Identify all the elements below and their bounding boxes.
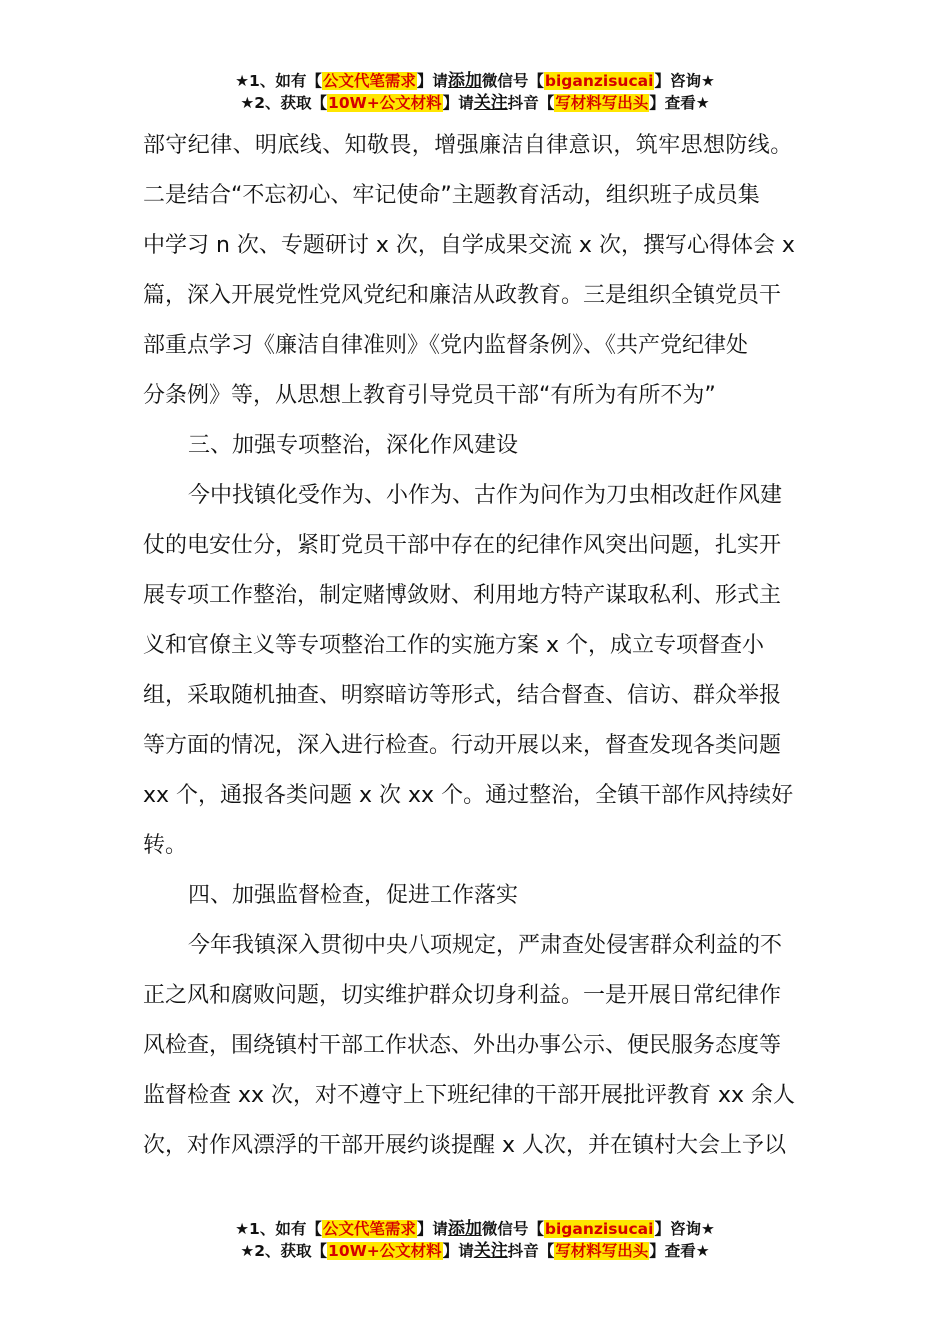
promo-text: ★1、如有【 xyxy=(235,72,322,90)
promo-line-2 xyxy=(0,1240,950,1262)
promo-text: 抖音【 xyxy=(507,94,555,112)
promo-text: 】查看★ xyxy=(649,1242,710,1260)
promo-wechat-id: biganzisucai xyxy=(544,1220,654,1238)
promo-line-1 xyxy=(0,1218,950,1240)
body-line: xx 个，通报各类问题 x 次 xx 个。通过整治，全镇干部作风持续好 xyxy=(143,783,794,808)
promo-text: ★1、如有【 xyxy=(235,1220,322,1238)
body-line: 组，采取随机抽查、明察暗访等形式，结合督查、信访、群众举报 xyxy=(143,683,782,708)
body-line: 部守纪律、明底线、知敬畏，增强廉洁自律意识，筑牢思想防线。 xyxy=(143,133,793,158)
promo-text: 】请 xyxy=(442,1242,474,1260)
body-line: 二是结合“不忘初心、牢记使命”主题教育活动，组织班子成员集 xyxy=(143,183,760,208)
body-line: 次，对作风漂浮的干部开展约谈提醒 x 人次，并在镇村大会上予以 xyxy=(143,1133,787,1158)
body-line: 展专项工作整治，制定赌博敛财、利用地方特产谋取私利、形式主 xyxy=(143,583,782,608)
promo-text: ★2、获取【 xyxy=(240,1242,328,1260)
body-line: 今中找镇化受作为、小作为、古作为问作为刀虫相改赶作风建 xyxy=(188,483,783,508)
promo-text: 抖音【 xyxy=(507,1242,555,1260)
section-heading: 三、加强专项整治，深化作风建设 xyxy=(188,433,519,458)
promo-line-2 xyxy=(0,92,950,114)
body-line: 篇，深入开展党性党风党纪和廉洁从政教育。三是组织全镇党员干 xyxy=(143,283,782,308)
promo-text: 】咨询★ xyxy=(654,1220,715,1238)
promo-text: 微信号【 xyxy=(481,1220,544,1238)
body-line: 分条例》等，从思想上教育引导党员干部“有所为有所不为” xyxy=(143,383,716,408)
body-line: 监督检查 xx 次，对不遵守上下班纪律的干部开展批评教育 xx 余人 xyxy=(143,1083,796,1108)
promo-wechat-id: biganzisucai xyxy=(544,72,654,90)
promo-emphasis: 添加 xyxy=(447,71,482,91)
promo-emphasis: 关注 xyxy=(473,1241,508,1261)
promo-douyin-id: 写材料写出头 xyxy=(555,1242,649,1260)
promo-text: 微信号【 xyxy=(481,72,544,90)
promo-highlight: 公文代笔需求 xyxy=(322,72,416,90)
promo-douyin-id: 写材料写出头 xyxy=(555,94,649,112)
promo-highlight: 10W+公文材料 xyxy=(328,1242,442,1260)
body-line: 转。 xyxy=(143,833,188,858)
top-promo-banner xyxy=(0,70,950,114)
promo-text: ★2、获取【 xyxy=(240,94,328,112)
promo-emphasis: 添加 xyxy=(447,1219,482,1239)
promo-line-1 xyxy=(0,70,950,92)
promo-text: 】查看★ xyxy=(649,94,710,112)
bottom-promo-banner xyxy=(0,1218,950,1262)
body-line: 仗的电安仕分，紧盯党员干部中存在的纪律作风突出问题，扎实开 xyxy=(143,533,782,558)
body-line: 正之风和腐败问题，切实维护群众切身利益。一是开展日常纪律作 xyxy=(143,983,782,1008)
promo-text: 】请 xyxy=(416,1220,448,1238)
body-line: 中学习 n 次、专题研讨 x 次，自学成果交流 x 次，撰写心得体会 x xyxy=(143,233,795,258)
promo-text: 】请 xyxy=(416,72,448,90)
promo-text: 】咨询★ xyxy=(654,72,715,90)
body-line: 义和官僚主义等专项整治工作的实施方案 x 个，成立专项督查小 xyxy=(143,633,765,658)
body-line: 部重点学习《廉洁自律准则》《党内监督条例》、《共产党纪律处 xyxy=(143,333,749,358)
body-line: 风检查，围绕镇村干部工作状态、外出办事公示、便民服务态度等 xyxy=(143,1033,782,1058)
promo-highlight: 10W+公文材料 xyxy=(328,94,442,112)
promo-highlight: 公文代笔需求 xyxy=(322,1220,416,1238)
section-heading: 四、加强监督检查，促进工作落实 xyxy=(188,883,519,908)
promo-emphasis: 关注 xyxy=(473,93,508,113)
document-body xyxy=(143,121,803,1171)
body-line: 等方面的情况，深入进行检查。行动开展以来，督查发现各类问题 xyxy=(143,733,782,758)
promo-text: 】请 xyxy=(442,94,474,112)
body-line: 今年我镇深入贯彻中央八项规定，严肃查处侵害群众利益的不 xyxy=(188,933,783,958)
